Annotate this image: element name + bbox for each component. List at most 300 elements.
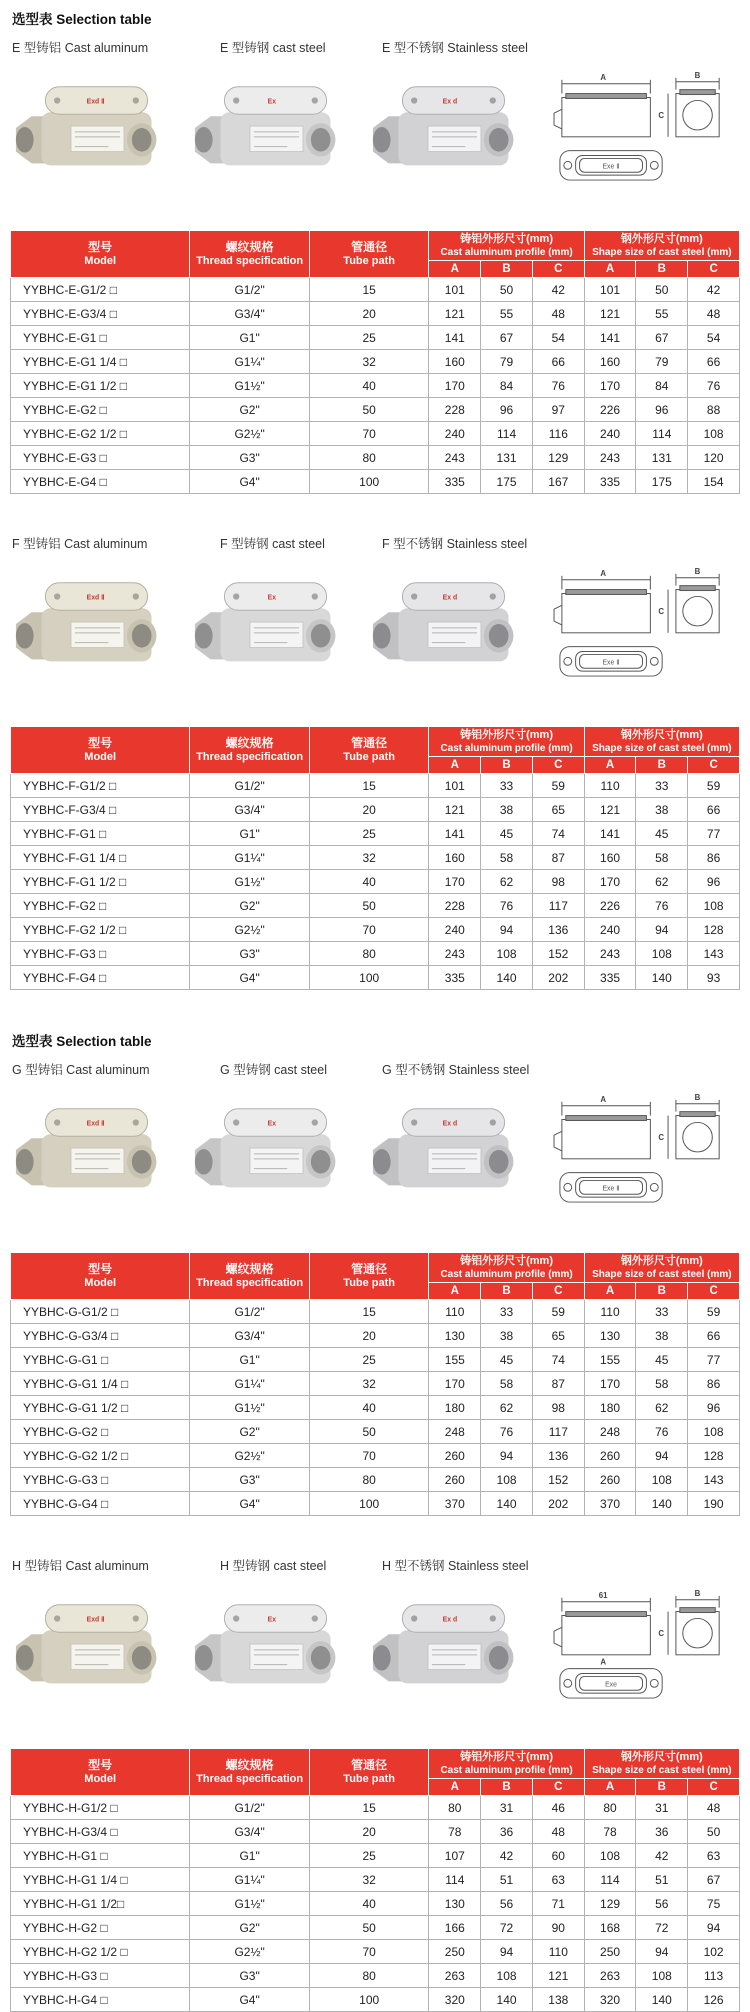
cell-steel-a: 260 [584, 1444, 636, 1468]
cell-alu-b: 55 [481, 302, 533, 326]
cast-steel-fitting-image [189, 71, 361, 184]
stainless-steel-fitting-image [367, 71, 539, 184]
cell-thread-spec: G2" [190, 1420, 310, 1444]
cell-steel-b: 108 [636, 942, 688, 966]
table-row [11, 1324, 740, 1348]
cell-alu-b: 33 [481, 1300, 533, 1324]
table-row [11, 1300, 740, 1324]
table-row [11, 1988, 740, 2012]
cell-thread-spec: G4" [190, 470, 310, 494]
cell-steel-b: 175 [636, 470, 688, 494]
subcol-steel-b: B [636, 1283, 688, 1300]
cell-alu-c: 110 [532, 1940, 584, 1964]
col-group-cast-aluminum: 铸铝外形尺寸(mm) Cast aluminum profile (mm) [429, 727, 584, 757]
cell-alu-c: 42 [532, 278, 584, 302]
variant-label-cast-steel: H 型铸钢 cast steel [220, 1559, 327, 1573]
dimension-drawing-image [546, 564, 738, 680]
photo-row [10, 64, 740, 184]
variant-label-cast-aluminum: G 型铸铝 Cast aluminum [12, 1063, 150, 1077]
cell-alu-b: 56 [481, 1892, 533, 1916]
table-row [11, 446, 740, 470]
cell-steel-b: 62 [636, 1396, 688, 1420]
cell-thread-spec: G1¼" [190, 1868, 310, 1892]
cell-alu-b: 45 [481, 1348, 533, 1372]
cell-steel-a: 129 [584, 1892, 636, 1916]
cast-aluminum-fitting-image [10, 1093, 182, 1206]
col-header-tube-path: 管通径 Tube path [309, 1253, 429, 1300]
cell-steel-c: 66 [688, 350, 740, 374]
section-heading: 选型表 Selection table [12, 1034, 152, 1049]
cell-steel-b: 55 [636, 302, 688, 326]
cell-model: YYBHC-E-G3 □ [11, 446, 190, 470]
cell-steel-a: 248 [584, 1420, 636, 1444]
cell-alu-c: 65 [532, 798, 584, 822]
cell-model: YYBHC-H-G3 □ [11, 1964, 190, 1988]
cell-thread-spec: G4" [190, 1492, 310, 1516]
cell-model: YYBHC-E-G1 1/2 □ [11, 374, 190, 398]
cell-steel-b: 76 [636, 1420, 688, 1444]
cell-alu-c: 48 [532, 1820, 584, 1844]
cell-alu-c: 152 [532, 1468, 584, 1492]
cell-thread-spec: G1½" [190, 1892, 310, 1916]
ex-mark: Exd Ⅱ [86, 98, 105, 106]
technical-drawing [546, 1586, 740, 1702]
cell-steel-c: 108 [688, 894, 740, 918]
cell-model: YYBHC-G-G1/2 □ [11, 1300, 190, 1324]
variant-label-cast-aluminum: E 型铸铝 Cast aluminum [12, 41, 149, 55]
cell-alu-c: 48 [532, 302, 584, 326]
sections-container [10, 8, 740, 2012]
cell-alu-c: 90 [532, 1916, 584, 1940]
cell-steel-c: 48 [688, 1796, 740, 1820]
cell-alu-a: 263 [429, 1964, 481, 1988]
table-row [11, 1844, 740, 1868]
cell-thread-spec: G1½" [190, 374, 310, 398]
cell-thread-spec: G1½" [190, 870, 310, 894]
cell-alu-a: 155 [429, 1348, 481, 1372]
photo-stainless-steel [367, 1589, 546, 1702]
cell-steel-b: 79 [636, 350, 688, 374]
cell-steel-a: 263 [584, 1964, 636, 1988]
cell-thread-spec: G1/2" [190, 1300, 310, 1324]
cell-tube-path: 25 [309, 822, 429, 846]
ex-mark: Exd Ⅱ [86, 1616, 105, 1624]
cast-steel-fitting-image [189, 567, 361, 680]
cell-alu-a: 243 [429, 942, 481, 966]
cell-steel-b: 76 [636, 894, 688, 918]
table-row [11, 1420, 740, 1444]
table-row [11, 1372, 740, 1396]
table-row [11, 1868, 740, 1892]
ex-mark: Ex [267, 1616, 276, 1624]
cell-steel-c: 63 [688, 1844, 740, 1868]
cell-steel-b: 114 [636, 422, 688, 446]
cell-steel-c: 76 [688, 374, 740, 398]
cell-steel-c: 86 [688, 846, 740, 870]
cell-alu-b: 76 [481, 894, 533, 918]
cell-model: YYBHC-H-G4 □ [11, 1988, 190, 2012]
cell-alu-c: 74 [532, 822, 584, 846]
cell-alu-b: 67 [481, 326, 533, 350]
cell-thread-spec: G3/4" [190, 798, 310, 822]
subcol-alu-c: C [532, 261, 584, 278]
table-row [11, 422, 740, 446]
cell-alu-b: 58 [481, 846, 533, 870]
stainless-steel-fitting-image [367, 1093, 539, 1206]
cell-model: YYBHC-H-G2 □ [11, 1916, 190, 1940]
stainless-steel-fitting-image [367, 567, 539, 680]
cell-alu-b: 96 [481, 398, 533, 422]
photo-stainless-steel [367, 71, 546, 184]
cell-steel-c: 126 [688, 1988, 740, 2012]
cell-alu-a: 110 [429, 1300, 481, 1324]
cell-steel-b: 72 [636, 1916, 688, 1940]
col-group-cast-aluminum: 铸铝外形尺寸(mm) Cast aluminum profile (mm) [429, 1749, 584, 1779]
cell-thread-spec: G2½" [190, 422, 310, 446]
cell-thread-spec: G2" [190, 894, 310, 918]
nameplate-label: Exe Ⅱ [602, 1185, 620, 1193]
table-row [11, 1348, 740, 1372]
photo-stainless-steel [367, 1093, 546, 1206]
cell-thread-spec: G2½" [190, 918, 310, 942]
photo-cast-steel [189, 1589, 368, 1702]
cell-model: YYBHC-H-G1/2 □ [11, 1796, 190, 1820]
subcol-steel-a: A [584, 1779, 636, 1796]
table-row [11, 1916, 740, 1940]
cell-steel-b: 67 [636, 326, 688, 350]
cell-steel-a: 114 [584, 1868, 636, 1892]
variant-label-cast-aluminum: H 型铸铝 Cast aluminum [12, 1559, 149, 1573]
cell-tube-path: 50 [309, 1916, 429, 1940]
variant-labels [12, 38, 740, 56]
cell-steel-a: 335 [584, 470, 636, 494]
cell-steel-c: 77 [688, 1348, 740, 1372]
cell-thread-spec: G1/2" [190, 278, 310, 302]
cell-alu-b: 94 [481, 918, 533, 942]
cell-alu-b: 84 [481, 374, 533, 398]
table-row [11, 374, 740, 398]
subcol-steel-a: A [584, 1283, 636, 1300]
photo-stainless-steel [367, 567, 546, 680]
cell-tube-path: 15 [309, 278, 429, 302]
cell-model: YYBHC-G-G1 1/2 □ [11, 1396, 190, 1420]
variant-label-stainless-steel: G 型不锈钢 Stainless steel [382, 1063, 530, 1077]
cell-alu-b: 94 [481, 1444, 533, 1468]
cell-steel-b: 33 [636, 774, 688, 798]
variant-label-cast-aluminum: F 型铸铝 Cast aluminum [12, 537, 148, 551]
cell-alu-c: 136 [532, 1444, 584, 1468]
product-section [10, 1556, 740, 2012]
cell-thread-spec: G3" [190, 446, 310, 470]
dimension-c-label: C [657, 111, 664, 121]
cell-steel-b: 131 [636, 446, 688, 470]
cell-alu-b: 42 [481, 1844, 533, 1868]
cell-model: YYBHC-G-G2 1/2 □ [11, 1444, 190, 1468]
cell-steel-a: 170 [584, 374, 636, 398]
cell-model: YYBHC-H-G2 1/2 □ [11, 1940, 190, 1964]
cell-alu-b: 38 [481, 798, 533, 822]
photo-cast-aluminum [10, 567, 189, 680]
variant-label-cast-steel: F 型铸钢 cast steel [220, 537, 325, 551]
variant-labels [12, 534, 740, 552]
cell-tube-path: 100 [309, 1492, 429, 1516]
subcol-steel-b: B [636, 1779, 688, 1796]
cell-alu-b: 140 [481, 1492, 533, 1516]
cast-steel-fitting-image [189, 1093, 361, 1206]
cell-tube-path: 70 [309, 1940, 429, 1964]
cell-steel-c: 86 [688, 1372, 740, 1396]
cell-steel-c: 143 [688, 942, 740, 966]
cell-alu-b: 79 [481, 350, 533, 374]
spec-table-body [11, 278, 740, 494]
cell-alu-b: 51 [481, 1868, 533, 1892]
photo-row [10, 560, 740, 680]
cell-alu-a: 141 [429, 822, 481, 846]
col-header-tube-path: 管通径 Tube path [309, 231, 429, 278]
cell-alu-c: 116 [532, 422, 584, 446]
cell-alu-a: 121 [429, 302, 481, 326]
cell-steel-c: 190 [688, 1492, 740, 1516]
cell-steel-c: 42 [688, 278, 740, 302]
cell-steel-b: 140 [636, 966, 688, 990]
cell-steel-a: 78 [584, 1820, 636, 1844]
subcol-alu-a: A [429, 1779, 481, 1796]
cell-steel-c: 143 [688, 1468, 740, 1492]
subcol-alu-a: A [429, 261, 481, 278]
cell-steel-b: 33 [636, 1300, 688, 1324]
cell-alu-a: 80 [429, 1796, 481, 1820]
ex-mark: Ex d [442, 1120, 458, 1128]
cell-steel-c: 102 [688, 1940, 740, 1964]
col-header-thread: 螺纹规格 Thread specification [190, 727, 310, 774]
cell-tube-path: 80 [309, 942, 429, 966]
subcol-alu-a: A [429, 757, 481, 774]
cell-steel-a: 226 [584, 894, 636, 918]
cell-steel-b: 94 [636, 918, 688, 942]
cell-steel-a: 226 [584, 398, 636, 422]
photo-row [10, 1582, 740, 1702]
cell-thread-spec: G1" [190, 822, 310, 846]
cell-tube-path: 15 [309, 1796, 429, 1820]
cell-model: YYBHC-E-G1/2 □ [11, 278, 190, 302]
cell-tube-path: 80 [309, 446, 429, 470]
cell-tube-path: 100 [309, 470, 429, 494]
cell-tube-path: 70 [309, 1444, 429, 1468]
cell-alu-a: 130 [429, 1892, 481, 1916]
ex-mark: Ex [267, 1120, 276, 1128]
col-group-cast-steel: 钢外形尺寸(mm) Shape size of cast steel (mm) [584, 231, 739, 261]
cell-steel-a: 80 [584, 1796, 636, 1820]
cell-alu-a: 130 [429, 1324, 481, 1348]
dimension-a-label: A [599, 1094, 606, 1104]
table-row [11, 774, 740, 798]
cast-aluminum-fitting-image [10, 567, 182, 680]
cell-steel-c: 66 [688, 1324, 740, 1348]
table-row [11, 302, 740, 326]
cell-tube-path: 40 [309, 1892, 429, 1916]
cell-thread-spec: G2½" [190, 1444, 310, 1468]
cell-steel-c: 50 [688, 1820, 740, 1844]
cell-thread-spec: G4" [190, 1988, 310, 2012]
col-header-model: 型号 Model [11, 1253, 190, 1300]
cell-steel-a: 180 [584, 1396, 636, 1420]
cell-steel-c: 96 [688, 870, 740, 894]
cell-thread-spec: G3/4" [190, 302, 310, 326]
cell-thread-spec: G4" [190, 966, 310, 990]
cell-alu-c: 138 [532, 1988, 584, 2012]
cell-alu-a: 250 [429, 1940, 481, 1964]
ex-mark: Ex d [442, 594, 458, 602]
cell-alu-c: 136 [532, 918, 584, 942]
cell-steel-b: 42 [636, 1844, 688, 1868]
cell-tube-path: 20 [309, 1820, 429, 1844]
col-header-thread: 螺纹规格 Thread specification [190, 1253, 310, 1300]
cell-tube-path: 32 [309, 846, 429, 870]
cell-steel-c: 154 [688, 470, 740, 494]
table-row [11, 1964, 740, 1988]
cell-thread-spec: G3/4" [190, 1324, 310, 1348]
cell-steel-a: 250 [584, 1940, 636, 1964]
cell-model: YYBHC-H-G1 1/2□ [11, 1892, 190, 1916]
cell-tube-path: 40 [309, 1396, 429, 1420]
cell-tube-path: 70 [309, 422, 429, 446]
cell-alu-c: 59 [532, 1300, 584, 1324]
cell-thread-spec: G3/4" [190, 1820, 310, 1844]
cell-steel-b: 108 [636, 1468, 688, 1492]
cell-thread-spec: G2½" [190, 1940, 310, 1964]
table-row [11, 278, 740, 302]
cell-steel-b: 94 [636, 1940, 688, 1964]
subcol-alu-c: C [532, 1779, 584, 1796]
cell-alu-b: 62 [481, 1396, 533, 1420]
cell-alu-c: 46 [532, 1796, 584, 1820]
cell-thread-spec: G3" [190, 1964, 310, 1988]
ex-mark: Exd Ⅱ [86, 1120, 105, 1128]
cell-steel-a: 160 [584, 846, 636, 870]
cell-alu-a: 320 [429, 1988, 481, 2012]
cell-model: YYBHC-F-G1 □ [11, 822, 190, 846]
cell-tube-path: 20 [309, 1324, 429, 1348]
cell-alu-a: 170 [429, 1372, 481, 1396]
cell-tube-path: 70 [309, 918, 429, 942]
cell-alu-b: 50 [481, 278, 533, 302]
cell-alu-b: 72 [481, 1916, 533, 1940]
cell-steel-c: 59 [688, 774, 740, 798]
cell-alu-b: 31 [481, 1796, 533, 1820]
cell-model: YYBHC-F-G1/2 □ [11, 774, 190, 798]
cell-tube-path: 25 [309, 1348, 429, 1372]
cell-steel-a: 243 [584, 942, 636, 966]
nameplate-label: Exe [604, 1681, 617, 1689]
table-row [11, 326, 740, 350]
cell-alu-b: 108 [481, 1964, 533, 1988]
cell-alu-b: 140 [481, 1988, 533, 2012]
col-group-cast-steel: 钢外形尺寸(mm) Shape size of cast steel (mm) [584, 1253, 739, 1283]
subcol-steel-c: C [688, 1779, 740, 1796]
cell-alu-c: 202 [532, 1492, 584, 1516]
cell-model: YYBHC-F-G3/4 □ [11, 798, 190, 822]
cell-steel-a: 240 [584, 918, 636, 942]
cell-model: YYBHC-E-G3/4 □ [11, 302, 190, 326]
spec-table [10, 230, 740, 494]
cell-model: YYBHC-G-G4 □ [11, 1492, 190, 1516]
cell-steel-c: 128 [688, 1444, 740, 1468]
cell-steel-c: 75 [688, 1892, 740, 1916]
cell-alu-b: 33 [481, 774, 533, 798]
cell-alu-b: 45 [481, 822, 533, 846]
cell-alu-b: 38 [481, 1324, 533, 1348]
cell-alu-c: 98 [532, 870, 584, 894]
table-row [11, 1892, 740, 1916]
subcol-alu-b: B [481, 1779, 533, 1796]
cell-steel-a: 170 [584, 1372, 636, 1396]
cell-tube-path: 20 [309, 302, 429, 326]
cell-steel-c: 54 [688, 326, 740, 350]
cell-alu-c: 71 [532, 1892, 584, 1916]
cell-model: YYBHC-G-G1 □ [11, 1348, 190, 1372]
dimension-b-label: B [694, 70, 700, 80]
ex-mark: Ex [267, 98, 276, 106]
cell-model: YYBHC-E-G1 □ [11, 326, 190, 350]
cell-tube-path: 50 [309, 398, 429, 422]
cell-tube-path: 40 [309, 870, 429, 894]
cell-model: YYBHC-E-G2 1/2 □ [11, 422, 190, 446]
col-header-thread: 螺纹规格 Thread specification [190, 1749, 310, 1796]
table-row [11, 1820, 740, 1844]
cell-steel-b: 84 [636, 374, 688, 398]
spec-table [10, 726, 740, 990]
cell-thread-spec: G1/2" [190, 774, 310, 798]
col-group-cast-aluminum: 铸铝外形尺寸(mm) Cast aluminum profile (mm) [429, 1253, 584, 1283]
cell-alu-c: 63 [532, 1868, 584, 1892]
variant-label-stainless-steel: F 型不锈钢 Stainless steel [382, 537, 528, 551]
cell-steel-a: 335 [584, 966, 636, 990]
cell-tube-path: 25 [309, 326, 429, 350]
cell-steel-b: 45 [636, 822, 688, 846]
col-header-model: 型号 Model [11, 727, 190, 774]
cell-steel-b: 45 [636, 1348, 688, 1372]
subcol-alu-b: B [481, 1283, 533, 1300]
cell-alu-a: 160 [429, 846, 481, 870]
table-row [11, 398, 740, 422]
photo-row [10, 1086, 740, 1206]
cell-alu-a: 335 [429, 966, 481, 990]
cell-tube-path: 32 [309, 350, 429, 374]
cell-model: YYBHC-E-G4 □ [11, 470, 190, 494]
table-row [11, 1444, 740, 1468]
cell-alu-a: 121 [429, 798, 481, 822]
cell-tube-path: 25 [309, 1844, 429, 1868]
cell-thread-spec: G1/2" [190, 1796, 310, 1820]
technical-drawing [546, 564, 740, 680]
spec-table-body [11, 1300, 740, 1516]
product-section [10, 8, 740, 494]
cell-alu-a: 166 [429, 1916, 481, 1940]
col-group-cast-steel: 钢外形尺寸(mm) Shape size of cast steel (mm) [584, 727, 739, 757]
photo-cast-steel [189, 1093, 368, 1206]
cell-tube-path: 100 [309, 1988, 429, 2012]
cell-alu-c: 76 [532, 374, 584, 398]
ex-mark: Ex d [442, 98, 458, 106]
dimension-b-label: B [694, 566, 700, 576]
subcol-steel-b: B [636, 757, 688, 774]
cell-alu-a: 160 [429, 350, 481, 374]
cell-alu-a: 260 [429, 1468, 481, 1492]
cell-alu-c: 167 [532, 470, 584, 494]
table-row [11, 1796, 740, 1820]
subcol-steel-c: C [688, 757, 740, 774]
photo-cast-aluminum [10, 1589, 189, 1702]
